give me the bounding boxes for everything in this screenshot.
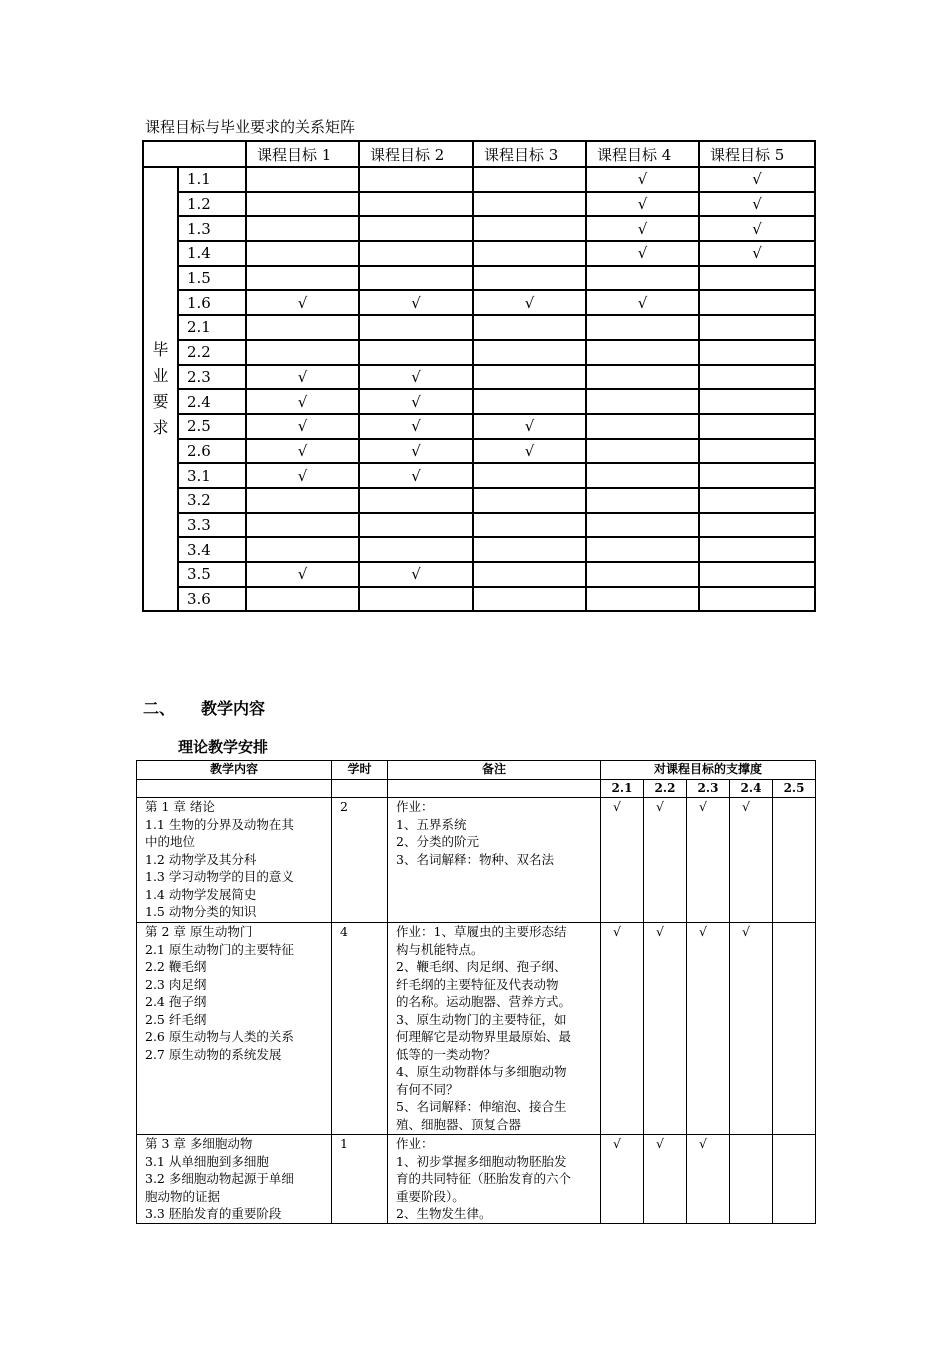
- requirement-id: 1.5: [178, 266, 246, 291]
- matrix-row: [143, 340, 815, 365]
- empty-cell: [473, 315, 586, 340]
- empty-cell: [473, 389, 586, 414]
- empty-cell: [473, 167, 586, 192]
- matrix-row: [143, 365, 815, 390]
- empty-cell: [246, 266, 359, 291]
- content-line: 2.1 原生动物门的主要特征: [145, 941, 294, 957]
- support-target-header: 2.3: [687, 779, 730, 798]
- empty-cell: [586, 315, 699, 340]
- empty-cell: [586, 439, 699, 464]
- chapter-content: [137, 798, 332, 923]
- matrix-column-header: 课程目标 2: [359, 141, 473, 167]
- requirement-id: 3.3: [178, 513, 246, 538]
- empty-cell: [586, 587, 699, 612]
- support-check: √: [687, 1135, 730, 1224]
- empty-cell: [473, 513, 586, 538]
- teaching-row: [137, 1135, 816, 1224]
- content-line: 第 1 章 绪论: [145, 799, 215, 814]
- empty-cell: [773, 1135, 816, 1224]
- requirement-id: 2.5: [178, 414, 246, 439]
- notes-line: 5、名词解释：伸缩泡、接合生: [396, 1099, 567, 1114]
- matrix-header-row: [143, 141, 815, 167]
- empty-cell: [359, 315, 473, 340]
- matrix-row: [143, 463, 815, 488]
- section-heading: [143, 696, 265, 719]
- empty-cell: [473, 340, 586, 365]
- support-check: √: [601, 923, 644, 1135]
- requirement-id: 1.1: [178, 167, 246, 192]
- empty-cell: [359, 167, 473, 192]
- check-mark: √: [359, 365, 473, 390]
- support-check: √: [730, 798, 773, 923]
- matrix-row: [143, 192, 815, 217]
- empty-cell: [699, 290, 815, 315]
- empty-cell: [699, 315, 815, 340]
- notes-line: 作业：: [396, 799, 434, 814]
- content-line: 中的地位: [145, 834, 196, 849]
- empty-cell: [586, 414, 699, 439]
- requirement-id: 3.6: [178, 587, 246, 612]
- check-mark: √: [246, 389, 359, 414]
- hours-header: 学时: [332, 761, 388, 780]
- check-mark: √: [246, 365, 359, 390]
- matrix-row: [143, 315, 815, 340]
- content-line: 1.4 动物学发展简史: [145, 886, 257, 902]
- notes-line: 重要阶段）。: [396, 1188, 465, 1204]
- support-check: √: [687, 923, 730, 1135]
- content-line: 2.2 鞭毛纲: [145, 959, 207, 974]
- blank-cell: [388, 779, 601, 798]
- empty-cell: [699, 439, 815, 464]
- empty-cell: [586, 266, 699, 291]
- matrix-column-header: 课程目标 4: [586, 141, 699, 167]
- notes-line: 纤毛纲的主要特征及代表动物: [396, 976, 559, 992]
- empty-cell: [246, 315, 359, 340]
- empty-cell: [246, 216, 359, 241]
- matrix-column-header: 课程目标 3: [473, 141, 586, 167]
- empty-cell: [359, 216, 473, 241]
- check-mark: √: [586, 216, 699, 241]
- empty-cell: [586, 389, 699, 414]
- notes-line: 有何不同？: [396, 1081, 459, 1097]
- matrix-row: [143, 562, 815, 587]
- empty-cell: [359, 340, 473, 365]
- section-title: 教学内容: [201, 699, 266, 718]
- empty-cell: [246, 192, 359, 217]
- chapter-content: [137, 923, 332, 1135]
- notes-line: 的名称。运动胞器、营养方式。: [396, 994, 572, 1009]
- support-check: √: [644, 1135, 687, 1224]
- empty-cell: [246, 167, 359, 192]
- content-line: 1.2 动物学及其分科: [145, 851, 257, 867]
- notes-cell: [388, 1135, 601, 1224]
- check-mark: √: [246, 414, 359, 439]
- chapter-content: [137, 1135, 332, 1224]
- empty-cell: [473, 266, 586, 291]
- empty-cell: [473, 562, 586, 587]
- empty-cell: [586, 365, 699, 390]
- empty-cell: [699, 463, 815, 488]
- support-check: √: [601, 798, 644, 923]
- notes-line: 何理解它是动物界里最原始、最: [396, 1029, 572, 1044]
- empty-cell: [246, 488, 359, 513]
- content-line: 2.3 肉足纲: [145, 976, 207, 992]
- content-header: 教学内容: [137, 761, 332, 780]
- teaching-schedule-table: [136, 760, 816, 1224]
- content-line: 3.1 从单细胞到多细胞: [145, 1153, 269, 1169]
- empty-cell: [586, 562, 699, 587]
- requirement-id: 2.1: [178, 315, 246, 340]
- hours-cell: 2: [332, 798, 388, 923]
- notes-line: 3、名词解释：物种、双名法: [396, 851, 554, 867]
- empty-cell: [246, 340, 359, 365]
- check-mark: √: [359, 562, 473, 587]
- matrix-row: [143, 488, 815, 513]
- matrix-row: [143, 167, 815, 192]
- notes-line: 3、原生动物门的主要特征，如: [396, 1011, 567, 1027]
- check-mark: √: [359, 414, 473, 439]
- empty-cell: [246, 241, 359, 266]
- support-target-header: 2.2: [644, 779, 687, 798]
- support-check: √: [687, 798, 730, 923]
- empty-cell: [359, 488, 473, 513]
- empty-cell: [473, 365, 586, 390]
- teaching-subheader-row: [137, 779, 816, 798]
- support-check: √: [730, 923, 773, 1135]
- notes-line: 低等的一类动物？: [396, 1046, 497, 1062]
- notes-line: 1、五界系统: [396, 816, 467, 832]
- teaching-row: [137, 798, 816, 923]
- check-mark: √: [473, 439, 586, 464]
- check-mark: √: [586, 241, 699, 266]
- support-target-header: 2.5: [773, 779, 816, 798]
- empty-cell: [586, 340, 699, 365]
- matrix-column-header: 课程目标 5: [699, 141, 815, 167]
- empty-cell: [359, 266, 473, 291]
- check-mark: √: [586, 192, 699, 217]
- hours-cell: 1: [332, 1135, 388, 1224]
- support-target-header: 2.4: [730, 779, 773, 798]
- notes-line: 育的共同特征（胚胎发育的六个: [396, 1171, 572, 1186]
- notes-line: 殖、细胞器、顶复合器: [396, 1116, 522, 1132]
- notes-line: 作业：1、草履虫的主要形态结: [396, 924, 567, 939]
- requirement-id: 2.6: [178, 439, 246, 464]
- matrix-caption: 课程目标与毕业要求的关系矩阵: [145, 118, 356, 136]
- content-line: 3.2 多细胞动物起源于单细: [145, 1171, 294, 1186]
- matrix-row: [143, 414, 815, 439]
- empty-cell: [473, 241, 586, 266]
- empty-cell: [359, 192, 473, 217]
- check-mark: √: [473, 290, 586, 315]
- matrix-column-header: 课程目标 1: [246, 141, 359, 167]
- empty-cell: [699, 537, 815, 562]
- requirement-group-label: [143, 167, 178, 611]
- requirement-id: 3.4: [178, 537, 246, 562]
- notes-cell: [388, 923, 601, 1135]
- check-mark: √: [586, 290, 699, 315]
- check-mark: √: [699, 167, 815, 192]
- notes-line: 1、初步掌握多细胞动物胚胎发: [396, 1153, 567, 1169]
- hours-cell: 4: [332, 923, 388, 1135]
- section-number: 二、: [143, 699, 176, 718]
- empty-cell: [699, 513, 815, 538]
- matrix-row: [143, 439, 815, 464]
- requirement-id: 2.2: [178, 340, 246, 365]
- check-mark: √: [246, 439, 359, 464]
- empty-cell: [473, 216, 586, 241]
- teaching-row: [137, 923, 816, 1135]
- empty-cell: [473, 488, 586, 513]
- empty-cell: [773, 923, 816, 1135]
- requirement-id: 3.5: [178, 562, 246, 587]
- notes-line: 2、生物发生律。: [396, 1206, 492, 1221]
- empty-cell: [699, 389, 815, 414]
- empty-cell: [730, 1135, 773, 1224]
- requirement-group-char: 业: [152, 366, 169, 386]
- notes-line: 2、分类的阶元: [396, 834, 479, 849]
- notes-line: 作业：: [396, 1136, 434, 1151]
- content-line: 2.4 孢子纲: [145, 994, 207, 1009]
- check-mark: √: [246, 562, 359, 587]
- check-mark: √: [359, 439, 473, 464]
- notes-line: 4、原生动物群体与多细胞动物: [396, 1064, 567, 1079]
- requirement-id: 1.3: [178, 216, 246, 241]
- matrix-row: [143, 513, 815, 538]
- blank-cell: [137, 779, 332, 798]
- goal-requirement-matrix: [142, 140, 816, 612]
- empty-cell: [246, 587, 359, 612]
- empty-cell: [246, 537, 359, 562]
- matrix-row: [143, 290, 815, 315]
- matrix-row: [143, 587, 815, 612]
- empty-cell: [699, 488, 815, 513]
- empty-cell: [359, 537, 473, 562]
- empty-cell: [699, 340, 815, 365]
- content-line: 1.1 生物的分界及动物在其: [145, 816, 294, 832]
- content-line: 第 3 章 多细胞动物: [145, 1136, 253, 1151]
- check-mark: √: [699, 192, 815, 217]
- empty-cell: [586, 513, 699, 538]
- check-mark: √: [699, 241, 815, 266]
- matrix-row: [143, 216, 815, 241]
- notes-line: 构与机能特点。: [396, 941, 484, 957]
- support-target-header: 2.1: [601, 779, 644, 798]
- check-mark: √: [359, 290, 473, 315]
- empty-cell: [359, 587, 473, 612]
- requirement-group-char: 毕: [152, 340, 169, 360]
- matrix-row: [143, 537, 815, 562]
- check-mark: √: [359, 463, 473, 488]
- empty-cell: [473, 463, 586, 488]
- content-line: 1.5 动物分类的知识: [145, 904, 257, 919]
- content-line: 3.3 胚胎发育的重要阶段: [145, 1206, 282, 1221]
- notes-line: 2、鞭毛纲、肉足纲、孢子纲、: [396, 959, 567, 974]
- teaching-header-row: [137, 761, 816, 780]
- empty-cell: [699, 414, 815, 439]
- empty-cell: [586, 488, 699, 513]
- content-line: 胞动物的证据: [145, 1188, 221, 1204]
- empty-cell: [473, 537, 586, 562]
- check-mark: √: [473, 414, 586, 439]
- requirement-id: 1.6: [178, 290, 246, 315]
- requirement-id: 3.1: [178, 463, 246, 488]
- requirement-group-text: [144, 337, 177, 441]
- check-mark: √: [359, 389, 473, 414]
- matrix-row: [143, 389, 815, 414]
- matrix-corner-cell: [143, 141, 246, 167]
- requirement-id: 1.2: [178, 192, 246, 217]
- support-check: √: [644, 798, 687, 923]
- support-header: 对课程目标的支撑度: [601, 761, 816, 780]
- support-check: √: [601, 1135, 644, 1224]
- empty-cell: [473, 587, 586, 612]
- empty-cell: [699, 562, 815, 587]
- check-mark: √: [586, 167, 699, 192]
- empty-cell: [699, 587, 815, 612]
- empty-cell: [473, 192, 586, 217]
- requirement-id: 1.4: [178, 241, 246, 266]
- requirement-id: 2.3: [178, 365, 246, 390]
- matrix-row: [143, 241, 815, 266]
- support-check: √: [644, 923, 687, 1135]
- empty-cell: [246, 513, 359, 538]
- content-line: 1.3 学习动物学的目的意义: [145, 869, 294, 884]
- blank-cell: [332, 779, 388, 798]
- subsection-title: 理论教学安排: [178, 738, 269, 756]
- content-line: 2.6 原生动物与人类的关系: [145, 1029, 294, 1044]
- content-line: 2.7 原生动物的系统发展: [145, 1046, 282, 1062]
- empty-cell: [359, 513, 473, 538]
- notes-header: 备注: [388, 761, 601, 780]
- empty-cell: [586, 463, 699, 488]
- requirement-id: 3.2: [178, 488, 246, 513]
- empty-cell: [699, 365, 815, 390]
- content-line: 第 2 章 原生动物门: [145, 924, 253, 939]
- empty-cell: [699, 266, 815, 291]
- notes-cell: [388, 798, 601, 923]
- check-mark: √: [699, 216, 815, 241]
- check-mark: √: [246, 463, 359, 488]
- empty-cell: [773, 798, 816, 923]
- check-mark: √: [246, 290, 359, 315]
- requirement-group-char: 求: [152, 418, 169, 438]
- requirement-group-char: 要: [152, 392, 169, 412]
- empty-cell: [359, 241, 473, 266]
- content-line: 2.5 纤毛纲: [145, 1011, 207, 1027]
- requirement-id: 2.4: [178, 389, 246, 414]
- empty-cell: [586, 537, 699, 562]
- matrix-row: [143, 266, 815, 291]
